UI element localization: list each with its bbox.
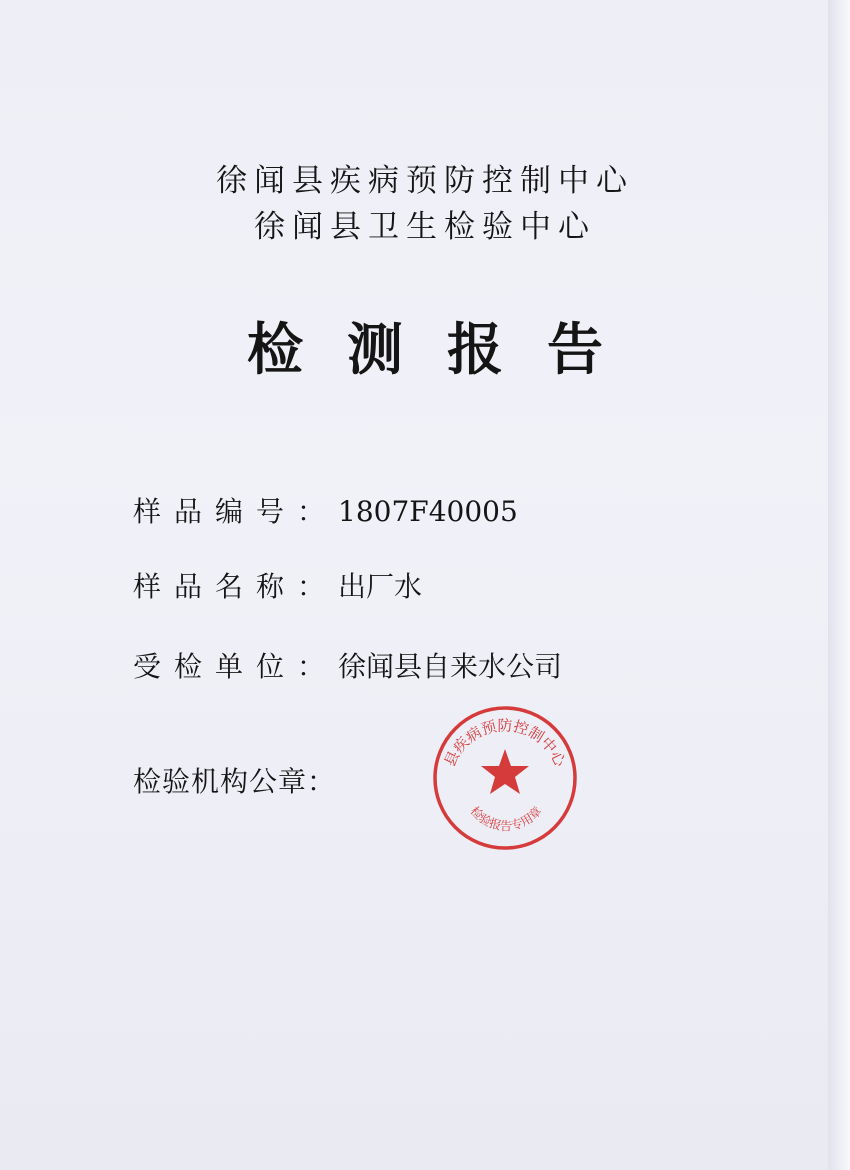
org-name-line2: 徐闻县卫生检验中心 bbox=[254, 209, 596, 245]
stamp-outer-text: 县疾病预防控制中心 bbox=[440, 716, 570, 770]
sample-name-row bbox=[133, 565, 422, 605]
official-seal-row bbox=[133, 760, 336, 800]
sample-number-label: 样品编号： bbox=[133, 495, 339, 528]
report-title: 检测报告 bbox=[247, 317, 647, 383]
inspected-unit-value: 徐闻县自来水公司 bbox=[338, 650, 563, 683]
star-icon bbox=[481, 749, 529, 794]
inspected-unit-row bbox=[133, 645, 562, 685]
org-name-line1: 徐闻县疾病预防控制中心 bbox=[216, 163, 634, 199]
official-seal-label: 检验机构公章： bbox=[133, 765, 337, 798]
inspected-unit-label: 受检单位： bbox=[133, 650, 339, 683]
sample-name-value: 出厂水 bbox=[338, 570, 423, 603]
sample-name-label: 样品名称： bbox=[133, 570, 339, 603]
sample-number-value: 1807F40005 bbox=[338, 495, 518, 528]
sample-number-row bbox=[133, 490, 518, 530]
stamp-inner-text: 检验报告专用章 bbox=[467, 803, 545, 833]
official-stamp bbox=[430, 703, 580, 853]
